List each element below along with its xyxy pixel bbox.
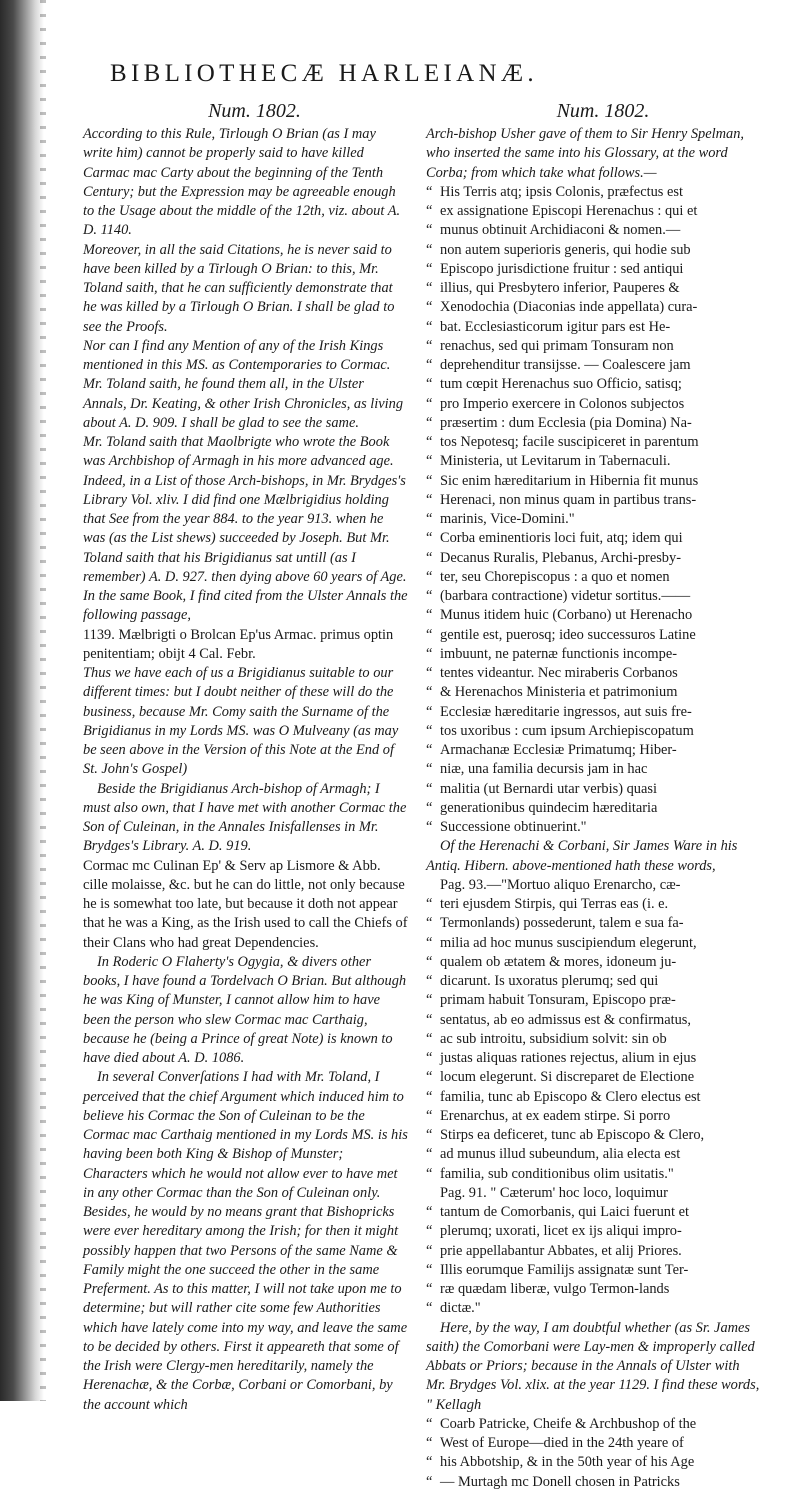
quoted-text: ex assignatione Episcopi Herenachus : qui et	[440, 203, 698, 219]
quoted-line	[426, 1280, 762, 1299]
quoted-line	[426, 741, 762, 760]
quoted-line	[426, 683, 762, 702]
quoted-text: non autem superioris generis, qui hodie sub	[440, 241, 691, 258]
quoted-line	[426, 568, 762, 587]
quoted-line	[426, 491, 762, 510]
quote-mark: “	[426, 588, 433, 604]
quoted-line	[426, 1165, 762, 1184]
quoted-line	[426, 241, 762, 260]
quoted-text: dictæ."	[440, 1300, 481, 1317]
quoted-line	[426, 972, 762, 991]
quote-mark: “	[426, 934, 433, 951]
left-paragraph: In several Converſations I had with Mr. Toland, I perceived that the chief Argument which induced him to believe his Cormac the Son of Culeinan to be the Cormac mac Carthaig mentioned in my Lords MS. is his having been both King & Bishop of Munster; Characters which he would not allow ever to have met in any other Cormac than the Son of Culeinan only. Besides, he would by no means grant that Bishopricks were ever hereditary among the Irish; for then it might possibly happen that two Persons of the same Name & Family might the one succeed the other in the same Preferment. As to this matter, I will not take upon me to determine; but will rather cite some few Authorities which have lately come into my way, and leave the same to be decided by others. First it appeareth that some of the Irish were Clergy-men hereditarily, namely the Herenachæ, & the Corbæ, Corbani or Comorbani, by the account which	[83, 1069, 408, 1413]
quoted-text: ter, seu Chorepiscopus : a quo et nomen	[440, 568, 670, 585]
quote-mark: “	[426, 1127, 433, 1143]
quoted-text: dicarunt. Is uxoratus plerumq; sed qui	[440, 973, 659, 989]
right-column	[426, 99, 762, 1490]
quote-mark: “	[426, 1011, 433, 1028]
quoted-text: tos Nepotesq; facile suscipiceret in parentum	[440, 434, 699, 450]
quoted-line	[426, 818, 762, 837]
quote-mark: “	[426, 1300, 433, 1317]
left-paragraph: Thus we have each of us a Brigidianus suitable to our different times: but I doubt neither of these will do the business, because Mr. Comy saith the Surname of the Brigidianus in my Lords MS. was O Mulveany (as may be seen above in the Version of this Note at the End of St. John's Gospel)	[83, 665, 399, 778]
quote-mark: “	[426, 1415, 433, 1432]
quote-mark: “	[426, 761, 433, 778]
quoted-line	[426, 472, 762, 491]
quote-mark: “	[426, 1165, 433, 1182]
quote-mark: “	[426, 1454, 433, 1471]
quoted-text: teri ejusdem Stirpis, qui Terras eas (i. e.	[440, 896, 669, 912]
quote-mark: “	[426, 1204, 433, 1220]
left-paragraph: 1139. Mælbrigti o Brolcan Ep'us Armac. primus optin penitentiam; obijt 4 Cal. Febr.	[83, 626, 394, 662]
binding-shadow	[40, 0, 46, 1401]
quote-mark: “	[426, 1050, 433, 1066]
quoted-text: familia, sub conditionibus olim usitatis."	[440, 1165, 674, 1182]
quoted-text: locum elegerunt. Si discreparet de Electione	[440, 1069, 695, 1086]
left-paragraph: Cormac mc Culinan Ep' & Serv ap Lismore & Abb. cille molaisse, &c. but he can do little, not only because he is somewhat too late, but because it doth not appear that he was a King, as the Irish used to call the Chiefs of their Clans who had great Dependencies.	[83, 857, 408, 951]
quote-mark: “	[426, 260, 433, 277]
quoted-text: niæ, una familia decursis jam in hac	[440, 761, 648, 778]
quote-mark: “	[426, 299, 433, 316]
quoted-line	[426, 1473, 762, 1492]
quote-mark: “	[426, 819, 433, 835]
quoted-text: malitia (ut Bernardi utar verbis) quasi	[440, 780, 657, 797]
quote-mark: “	[426, 568, 433, 585]
quote-mark: “	[426, 992, 433, 1009]
quoted-text: imbuunt, ne paternæ functionis incompe-	[440, 645, 677, 662]
quoted-text: Episcopo jurisdictione fruitur : sed antiqui	[440, 260, 684, 277]
quoted-text: tentes videantur. Nec miraberis Corbanos	[440, 665, 678, 681]
quote-mark: “	[426, 645, 433, 662]
quote-mark: “	[426, 1146, 433, 1163]
quoted-line	[426, 202, 762, 221]
quote-mark: “	[426, 703, 433, 720]
quoted-text: tum cœpit Herenachus suo Officio, satisq;	[440, 376, 682, 393]
quote-mark: “	[426, 357, 433, 373]
quoted-text: Munus itidem huic (Corbano) ut Herenacho	[440, 607, 693, 624]
quoted-text: milia ad hoc munus suscipiendum elegerunt,	[440, 934, 697, 951]
quoted-line	[426, 587, 762, 606]
quoted-text: generationibus quindecim hæreditaria	[440, 799, 658, 816]
quoted-line	[426, 626, 762, 645]
quote-mark: “	[426, 549, 433, 566]
quote-mark: “	[426, 511, 433, 527]
running-head: BIBLIOTHECÆ HARLEIANÆ.	[110, 60, 538, 87]
left-paragraph: In Roderic O Flaherty's Ogygia, & divers other books, I have found a Tordelvach O Brian. But although he was King of Munster, I cannot allow him to have been the person who slew Cormac mac Carthaig, because he (being a Prince of great Note) is known to have died about A. D. 1086.	[83, 953, 407, 1066]
quoted-text: Sic enim hæreditarium in Hibernia fit munus	[440, 472, 699, 489]
quote-mark: “	[426, 222, 433, 239]
quote-mark: “	[426, 896, 433, 912]
ware-quotation-93	[426, 895, 762, 1184]
quoted-text: His Terris atq; ipsis Colonis, præfectus est	[440, 183, 683, 200]
quoted-text: Ministeria, ut Levitarum in Tabernaculi.	[440, 453, 671, 470]
quoted-line	[426, 1434, 762, 1453]
quoted-text: Stirps ea deficeret, tunc ab Episcopo & Clero,	[440, 1127, 705, 1143]
quoted-text: Erenarchus, at ex eadem stirpe. Si porro	[440, 1107, 671, 1124]
quoted-text: ac sub introitu, subsidium solvit: sin ob	[440, 1030, 667, 1047]
quoted-text: West of Europe—died in the 24th yeare of	[440, 1435, 684, 1451]
left-paragraph: Moreover, in all the said Citations, he is never said to have been killed by a Tirlough O Brian: to this, Mr. Toland saith, that he can sufficiently demonstrate that he was killed by a Tirlough O Brian. I shall be glad to see the Proofs.	[83, 241, 395, 335]
quoted-line	[426, 433, 762, 452]
quoted-text: marinis, Vice-Domini."	[440, 511, 575, 527]
left-paragraph: Nor can I find any Mention of any of the Irish Kings mentioned in this MS. as Contemporaries to Cormac. Mr. Toland saith, he found them all, in the Ulster Annals, Dr. Keating, & other Irish Chronicles, as living about A. D. 909. I shall be glad to see the same.	[83, 337, 404, 431]
left-paragraph: Beside the Brigidianus Arch-bishop of Armagh; I must also own, that I have met with another Cormac the Son of Culeinan, in the Annales Inisfallenses in Mr. Brydges's Library. A. D. 919.	[83, 780, 407, 855]
quoted-line	[426, 318, 762, 337]
quote-mark: “	[426, 414, 433, 431]
left-paragraphs	[83, 125, 408, 1415]
quoted-text: Successione obtinuerint."	[440, 819, 587, 835]
quote-mark: “	[426, 722, 433, 739]
quote-mark: “	[426, 318, 433, 335]
quote-mark: “	[426, 684, 433, 701]
quoted-line	[426, 183, 762, 202]
quoted-text: familia, tunc ab Episcopo & Clero electus est	[440, 1088, 701, 1105]
quoted-line	[426, 1030, 762, 1049]
quote-mark: “	[426, 799, 433, 816]
quoted-line	[426, 722, 762, 741]
quoted-text: prie appellabantur Abbates, et alij Priores.	[440, 1242, 682, 1259]
quoted-text: renachus, sed qui primam Tonsuram non	[440, 337, 674, 354]
quoted-line	[426, 895, 762, 914]
quoted-line	[426, 991, 762, 1010]
quoted-text: Decanus Ruralis, Plebanus, Archi-presby-	[440, 549, 681, 566]
quote-mark: “	[426, 491, 433, 508]
quoted-line	[426, 953, 762, 972]
quoted-line	[426, 529, 762, 548]
quoted-line	[426, 703, 762, 722]
quoted-line	[426, 1299, 762, 1318]
quote-mark: “	[426, 183, 433, 200]
quote-mark: “	[426, 434, 433, 450]
quote-mark: “	[426, 1069, 433, 1086]
quote-mark: “	[426, 1088, 433, 1105]
quoted-text: Xenodochia (Diaconias inde appellata) cura-	[440, 299, 698, 316]
quoted-text: gentile est, puerosq; ideo successuros Latine	[440, 626, 696, 643]
quoted-text: Termonlands) possederunt, talem e sua fa-	[440, 915, 684, 932]
quoted-line	[426, 337, 762, 356]
intro-paragraph: Arch-bishop Usher gave of them to Sir Henry Spelman, who inserted the same into his Glossary, at the word Corba; from which take what follows.—	[426, 126, 745, 181]
quote-mark: “	[426, 953, 433, 970]
ulster-annals-quotation	[426, 1415, 762, 1492]
quoted-line	[426, 221, 762, 240]
ware-intro-paragraph: Of the Herenachi & Corbani, Sir James Ware in his Antiq. Hibern. above-mentioned hath these words,	[426, 838, 738, 874]
quoted-line	[426, 1088, 762, 1107]
quoted-line	[426, 645, 762, 664]
closing-paragraph: Here, by the way, I am doubtful whether (as Sr. James saith) the Comorbani were Lay-men & improperly called Abbats or Priors; because in the Annals of Ulster with Mr. Brydges Vol. xlix. at the year 1129. I find these words, " Kellagh	[426, 1319, 760, 1413]
quoted-line	[426, 606, 762, 625]
quote-mark: “	[426, 472, 433, 489]
quoted-text: munus obtinuit Archidiaconi & nomen.—	[440, 222, 681, 239]
pag91-line: Pag. 91. " Cæterum' hoc loco, loquimur	[440, 1184, 668, 1201]
quoted-text: his Abbotship, & in the 50th year of his Age	[440, 1454, 695, 1471]
quoted-text: primam habuit Tonsuram, Episcopo præ-	[440, 992, 676, 1009]
quoted-text: sentatus, ab eo admissus est & confirmatus,	[440, 1011, 691, 1028]
quoted-line	[426, 760, 762, 779]
quote-mark: “	[426, 915, 433, 932]
right-entry-number: Num. 1802.	[556, 100, 650, 122]
left-paragraph: Mr. Toland saith that Maolbrigte who wrote the Book was Archbishop of Armagh in his more advanced age. Indeed, in a List of those Arch-bishops, in Mr. Brydges's Library Vol. xliv. I did find one Mælbrigidius holding that See from the year 884. to the year 913. when he was (as the List shews) succeeded by Joseph. But Mr. Toland saith that his Brigidianus sat untill (as I remember) A. D. 927. then dying above 60 years of Age. In the same Book, I find cited from the Ulster Annals the following passage,	[83, 434, 408, 624]
quote-mark: “	[426, 1473, 433, 1490]
quoted-text: plerumq; uxorati, licet ex ijs aliqui impro-	[440, 1223, 682, 1240]
pag93-line: Pag. 93.—"Mortuo aliquo Erenarcho, cæ-	[440, 876, 681, 893]
quoted-text: tantum de Comorbanis, qui Laici fuerunt et	[440, 1204, 689, 1220]
quoted-line	[426, 510, 762, 529]
book-binding-edge	[0, 0, 44, 1401]
quoted-line	[426, 934, 762, 953]
quoted-line	[426, 799, 762, 818]
quoted-line	[426, 1415, 762, 1434]
quote-mark: “	[426, 530, 433, 547]
quoted-line	[426, 298, 762, 317]
left-entry-number: Num. 1802.	[208, 100, 301, 122]
quoted-line	[426, 260, 762, 279]
quote-mark: “	[426, 203, 433, 219]
left-column	[83, 99, 408, 1413]
quoted-line	[426, 1145, 762, 1164]
quoted-line	[426, 452, 762, 471]
quoted-text: ad munus illud subeundum, alia electa est	[440, 1146, 681, 1163]
quoted-text: Ecclesiæ hæreditarie ingressos, aut suis fre-	[440, 703, 692, 720]
quoted-text: deprehenditur transijsse. — Coalescere jam	[440, 357, 691, 373]
quoted-text: & Herenachos Ministeria et patrimonium	[440, 684, 678, 701]
quote-mark: “	[426, 337, 433, 354]
quote-mark: “	[426, 607, 433, 624]
quoted-text: bat. Ecclesiasticorum igitur pars est He-	[440, 318, 671, 335]
quoted-line	[426, 914, 762, 933]
quote-mark: “	[426, 1223, 433, 1240]
quoted-line	[426, 356, 762, 375]
quoted-text: qualem ob ætatem & mores, idoneum ju-	[440, 953, 677, 970]
quoted-text: Coarb Patricke, Cheife & Archbushop of the	[440, 1415, 697, 1432]
quoted-text: tos uxoribus : cum ipsum Archiepiscopatum	[440, 722, 694, 739]
quoted-text: præsertim : dum Ecclesia (pia Domina) Na-	[440, 414, 692, 431]
ware-quotation-91	[426, 1203, 762, 1319]
quoted-line	[426, 395, 762, 414]
quoted-line	[426, 1453, 762, 1472]
quoted-text: Corba eminentioris loci fuit, atq; idem qui	[440, 530, 683, 547]
quoted-text: Armachanæ Ecclesiæ Primatumq; Hiber-	[440, 742, 677, 758]
quote-mark: “	[426, 395, 433, 412]
quoted-line	[426, 1222, 762, 1241]
quote-mark: “	[426, 376, 433, 393]
quoted-line	[426, 1011, 762, 1030]
quote-mark: “	[426, 280, 433, 296]
quoted-line	[426, 1068, 762, 1087]
quoted-line	[426, 549, 762, 568]
quoted-text: ræ quædam liberæ, vulgo Termon-lands	[440, 1281, 670, 1297]
quoted-line	[426, 279, 762, 298]
quoted-line	[426, 1107, 762, 1126]
quote-mark: “	[426, 1281, 433, 1297]
quote-mark: “	[426, 241, 433, 258]
quoted-text: Illis eorumque Familijs assignatæ sunt Ter-	[440, 1261, 689, 1278]
quote-mark: “	[426, 1030, 433, 1047]
quoted-line	[426, 1242, 762, 1261]
quote-mark: “	[426, 973, 433, 989]
quote-mark: “	[426, 1242, 433, 1259]
quote-mark: “	[426, 626, 433, 643]
quote-mark: “	[426, 1261, 433, 1278]
quoted-line	[426, 414, 762, 433]
quoted-line	[426, 1049, 762, 1068]
quoted-text: — Murtagh mc Donell chosen in Patricks	[440, 1473, 680, 1490]
quoted-line	[426, 375, 762, 394]
quoted-text: justas aliquas rationes rejectus, alium in ejus	[440, 1050, 697, 1066]
quote-mark: “	[426, 742, 433, 758]
quoted-text: illius, qui Presbytero inferior, Pauperes &	[440, 280, 680, 296]
spelman-quotation	[426, 183, 762, 838]
quoted-line	[426, 1203, 762, 1222]
quote-mark: “	[426, 665, 433, 681]
quote-mark: “	[426, 453, 433, 470]
quote-mark: “	[426, 1435, 433, 1451]
quoted-text: pro Imperio exercere in Colonos subjectos	[440, 395, 685, 412]
quoted-text: Herenaci, non minus quam in partibus trans-	[440, 491, 697, 508]
quote-mark: “	[426, 1107, 433, 1124]
quoted-line	[426, 780, 762, 799]
quoted-line	[426, 664, 762, 683]
left-paragraph: According to this Rule, Tirlough O Brian (as I may write him) cannot be properly said to have killed Carmac mac Carty about the beginning of the Tenth Century; but the Expression may be agreeable enough to the Usage about the middle of the 12th, viz. about A. D. 1140.	[83, 126, 401, 239]
quote-mark: “	[426, 780, 433, 797]
quoted-line	[426, 1261, 762, 1280]
quoted-text: (barbara contractione) videtur sortitus.——	[440, 588, 691, 604]
quoted-line	[426, 1126, 762, 1145]
